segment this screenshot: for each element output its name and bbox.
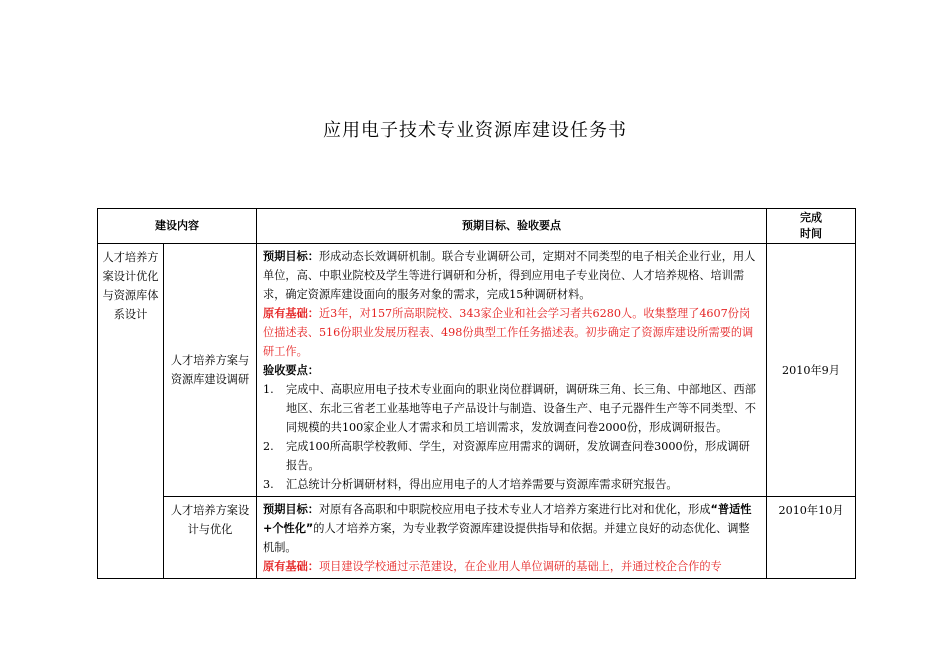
check-item <box>263 475 758 494</box>
check-item-num: 2. <box>263 440 274 453</box>
basis-paragraph <box>263 557 758 576</box>
goal-text: 对原有各高职和中职院校应用电子技术专业人才培养方案进行比对和优化，形成 <box>318 503 711 516</box>
basis-paragraph <box>263 304 758 361</box>
header-goals: 预期目标、验收要点 <box>257 209 767 244</box>
check-item-num: 3. <box>263 478 274 491</box>
table-row <box>98 244 856 497</box>
page-title: 应用电子技术专业资源库建设任务书 <box>323 120 627 141</box>
table-header-row <box>98 209 856 244</box>
row-name: 人才培养方案与资源库建设调研 <box>164 244 257 497</box>
goal-paragraph <box>263 247 758 304</box>
row-time: 2010年9月 <box>767 244 856 497</box>
goal-text: 形成动态长效调研机制。联合专业调研公司，定期对不同类型的电子相关企业行业，用人单位，高、中职业院校及学生等进行调研和分析，得到应用电子专业岗位、人才培养规格、培训需求，确定资源库建设面向的服务对象的需求，完成15种调研材料。 <box>263 250 756 301</box>
check-item <box>263 380 758 437</box>
task-table <box>97 208 856 579</box>
check-label: 验收要点： <box>263 364 319 377</box>
goal-emphasis: “普适性+个性化” <box>263 503 752 535</box>
check-item-num: 1. <box>263 383 274 396</box>
header-content: 建设内容 <box>98 209 257 244</box>
category-cell: 人才培养方案设计优化与资源库体系设计 <box>98 244 164 579</box>
row-goals <box>257 244 767 497</box>
goal-label: 预期目标： <box>263 250 319 263</box>
goal-label: 预期目标： <box>263 503 319 516</box>
check-item <box>263 437 758 475</box>
goal-paragraph <box>263 500 758 557</box>
header-time-line1: 完成 <box>800 211 822 224</box>
check-item-text: 完成100所高职学校教师、学生，对资源库应用需求的调研，发放调查问卷3000份，形成调研报告。 <box>286 440 750 472</box>
basis-label: 原有基础： <box>263 560 319 573</box>
basis-text: 近3年，对157所高职院校、343家企业和社会学习者共6280人。收集整理了4607份岗位描述表、516份职业发展历程表、498份典型工作任务描述表。初步确定了资源库建设所需要的调研工作。 <box>263 307 754 358</box>
basis-label: 原有基础： <box>263 307 319 320</box>
basis-text: 项目建设学校通过示范建设，在企业用人单位调研的基础上，并通过校企合作的专 <box>318 560 722 573</box>
row-time: 2010年10月 <box>767 497 856 579</box>
row-name: 人才培养方案设计与优化 <box>164 497 257 579</box>
goal-text: 的人才培养方案，为专业教学资源库建设提供指导和依据。并建立良好的动态优化、调整机制。 <box>263 522 750 554</box>
table-row <box>98 497 856 579</box>
check-item-text: 完成中、高职应用电子技术专业面向的职业岗位群调研，调研珠三角、长三角、中部地区、西部地区、东北三省老工业基地等电子产品设计与制造、设备生产、电子元器件生产等不同类型、不同规模的共100家企业人才需求和员工培训需求，发放调查问卷2000份，形成调研报告。 <box>286 383 756 434</box>
header-time-line2: 时间 <box>800 227 822 240</box>
check-item-text: 汇总统计分析调研材料，得出应用电子的人才培养需要与资源库需求研究报告。 <box>286 478 678 491</box>
row-goals <box>257 497 767 579</box>
header-time <box>767 209 856 244</box>
